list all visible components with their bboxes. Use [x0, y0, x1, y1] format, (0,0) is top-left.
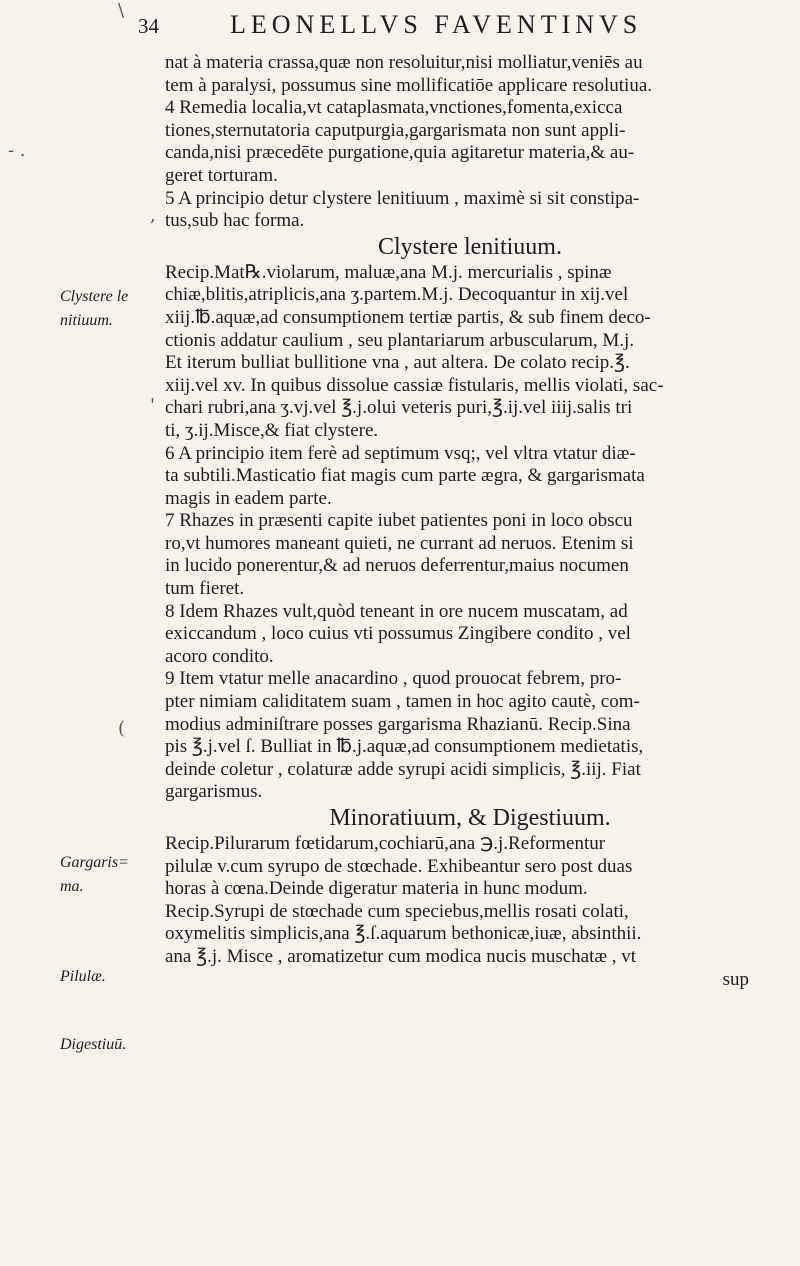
text-line: acoro condito. — [165, 645, 274, 667]
text-line: exiccandum , loco cuius vti possumus Zingibere condito , vel — [165, 623, 631, 645]
margin-note-gargarisma-2: ma. — [60, 878, 84, 895]
text-line: pis ℥.j.vel ſ. Bulliat in ℔.j.aquæ,ad consumptionem medietatis, — [165, 736, 644, 758]
text-line: Et iterum bulliat bullitione vna , aut altera. De colato recip.℥. — [165, 352, 630, 374]
margin-tick: - . — [8, 140, 26, 161]
text-line: 4 Remedia localia,vt cataplasmata,vnctiones,fomenta,exicca — [165, 97, 623, 119]
text-line: horas à cœna.Deinde digeratur materia in hunc modum. — [165, 878, 588, 900]
text-line: Recip.Mat℞.violarum, maluæ,ana M.j. mercurialis , spinæ — [165, 261, 612, 283]
text-line: tus,sub hac forma. — [165, 210, 305, 232]
text-line: tiones,sternutatoria caputpurgia,gargarismata non sunt appli- — [165, 119, 626, 141]
page-header — [138, 8, 758, 48]
text-line: nat à materia crassa,quæ non resoluitur,nisi molliatur,veniēs au — [165, 52, 643, 73]
text-line: pter nimiam caliditatem suam , tamen in hoc agito cautè, com- — [165, 691, 640, 713]
text-line: xiij.vel xv. In quibus dissolue cassiæ fistularis, mellis violati, sac- — [165, 374, 664, 396]
text-line: modius adminiſtrare posses gargarisma Rhazianū. Recip.Sina — [165, 713, 631, 735]
text-line: magis in eadem parte. — [165, 487, 332, 509]
text-line: canda,nisi præcedēte purgatione,quia agitaretur materia,& au- — [165, 142, 635, 164]
text-line: chiæ,blitis,atriplicis,ana ʒ.partem.M.j. Decoquantur in xij.vel — [165, 284, 629, 306]
text-line: ta subtili.Masticatio fiat magis cum parte ægra, & gargarismata — [165, 465, 645, 487]
text-line: 8 Idem Rhazes vult,quòd teneant in ore nucem muscatam, ad — [165, 600, 628, 622]
text-line: tum fieret. — [165, 578, 245, 600]
text-line: ana ℥.j. Misce , aromatizetur cum modica nucis muschatæ , vt — [165, 945, 637, 967]
text-line: deinde coletur , colaturæ adde syrupi acidi simplicis, ℥.iij. Fiat — [165, 758, 641, 780]
text-line: 5 A principio detur clystere lenitiuum , maximè si sit constipa- — [165, 187, 640, 209]
text-line: in lucido ponerentur,& ad neruos deferrentur,maius nocumen — [165, 555, 629, 577]
margin-tick: ( — [118, 718, 126, 739]
text-line: 6 A principio item ferè ad septimum vsq;, vel vltra vtatur diæ- — [165, 442, 636, 464]
margin-note-clystere: Clystere le — [60, 288, 129, 305]
text-line: pilulæ v.cum syrupo de stœchade. Exhibeantur sero post duas — [165, 855, 633, 877]
section-heading-clystere: Clystere lenitiuum. — [378, 233, 562, 260]
margin-tick: ' — [150, 395, 155, 416]
catchword: sup — [722, 968, 749, 990]
running-title: LEONELLVS FAVENTINVS — [230, 10, 643, 39]
page-number: 34 — [138, 14, 159, 38]
text-line: 7 Rhazes in præsenti capite iubet patientes poni in loco obscu — [165, 510, 633, 532]
text-line: ro,vt humores maneant quieti, ne currant ad neruos. Etenim si — [165, 532, 634, 554]
text-line: xiij.℔.aquæ,ad consumptionem tertiæ partis, & sub finem deco- — [165, 306, 651, 328]
body-text — [165, 52, 775, 991]
margin-note-pilulae: Pilulæ. — [60, 968, 106, 985]
margin-tick: , — [150, 205, 156, 226]
text-line: oxymelitis simplicis,ana ℥.ſ.aquarum bethonicæ,iuæ, absinthii. — [165, 923, 642, 945]
text-line: Recip.Pilurarum fœtidarum,cochiarū,ana ℈.j.Reformentur — [165, 833, 606, 854]
text-line: 9 Item vtatur melle anacardino , quod prouocat febrem, pro- — [165, 668, 622, 690]
text-line: tem à paralysi, possumus sine mollificatiōe applicare resolutiua. — [165, 74, 653, 96]
margin-note-gargarisma: Gargaris= — [60, 854, 129, 871]
margin-note-clystere-2: nitiuum. — [60, 312, 113, 329]
text-line: Recip.Syrupi de stœchade cum speciebus,mellis rosati colati, — [165, 900, 629, 922]
text-line: ctionis addatur caulium , seu plantariarum arbuscularum, M.j. — [165, 329, 635, 351]
margin-note-digestium: Digestiuū. — [60, 1036, 127, 1053]
text-line: chari rubri,ana ʒ.vj.vel ℥.j.olui veteris puri,℥.ij.vel iiij.salis tri — [165, 397, 633, 419]
section-heading-minoratiuum: Minoratiuum, & Digestiuum. — [329, 805, 611, 831]
text-line: geret torturam. — [165, 164, 278, 186]
text-line: ti, ʒ.ij.Misce,& fiat clystere. — [165, 419, 379, 441]
text-line: gargarismus. — [165, 781, 263, 803]
margin-tick: \ — [118, 0, 125, 21]
